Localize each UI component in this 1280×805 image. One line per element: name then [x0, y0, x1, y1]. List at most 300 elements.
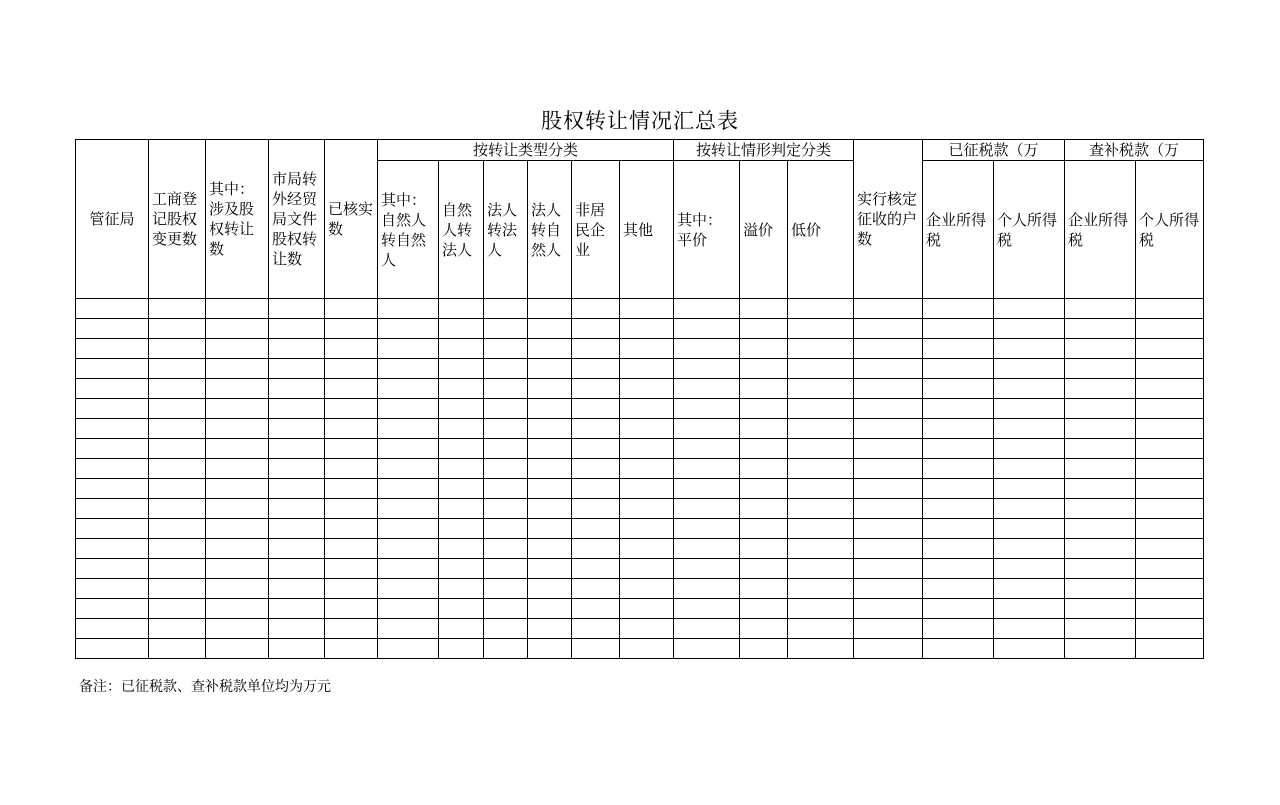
- table-cell[interactable]: [528, 419, 572, 439]
- table-cell[interactable]: [439, 499, 484, 519]
- table-cell[interactable]: [620, 339, 674, 359]
- table-cell[interactable]: [994, 419, 1065, 439]
- table-cell[interactable]: [994, 379, 1065, 399]
- table-cell[interactable]: [1136, 359, 1204, 379]
- table-cell[interactable]: [528, 579, 572, 599]
- table-cell[interactable]: [206, 539, 269, 559]
- table-cell[interactable]: [994, 439, 1065, 459]
- table-cell[interactable]: [439, 579, 484, 599]
- table-cell[interactable]: [788, 619, 854, 639]
- table-cell[interactable]: [484, 299, 528, 319]
- table-cell[interactable]: [149, 559, 206, 579]
- table-cell[interactable]: [325, 559, 378, 579]
- table-cell[interactable]: [484, 599, 528, 619]
- table-cell[interactable]: [269, 559, 325, 579]
- table-cell[interactable]: [1065, 439, 1136, 459]
- table-cell[interactable]: [1136, 379, 1204, 399]
- table-cell[interactable]: [269, 399, 325, 419]
- table-cell[interactable]: [854, 299, 923, 319]
- table-cell[interactable]: [76, 499, 149, 519]
- table-cell[interactable]: [854, 419, 923, 439]
- table-cell[interactable]: [923, 599, 994, 619]
- table-cell[interactable]: [528, 399, 572, 419]
- table-cell[interactable]: [206, 359, 269, 379]
- table-cell[interactable]: [994, 339, 1065, 359]
- table-cell[interactable]: [149, 319, 206, 339]
- table-cell[interactable]: [378, 399, 439, 419]
- table-cell[interactable]: [923, 619, 994, 639]
- table-cell[interactable]: [378, 499, 439, 519]
- table-cell[interactable]: [325, 439, 378, 459]
- table-cell[interactable]: [674, 639, 740, 659]
- table-cell[interactable]: [149, 439, 206, 459]
- table-cell[interactable]: [1136, 539, 1204, 559]
- table-cell[interactable]: [994, 319, 1065, 339]
- table-cell[interactable]: [788, 519, 854, 539]
- table-cell[interactable]: [1136, 519, 1204, 539]
- table-cell[interactable]: [269, 479, 325, 499]
- table-cell[interactable]: [439, 559, 484, 579]
- table-cell[interactable]: [484, 519, 528, 539]
- table-cell[interactable]: [149, 339, 206, 359]
- table-cell[interactable]: [572, 539, 620, 559]
- table-cell[interactable]: [76, 539, 149, 559]
- table-cell[interactable]: [1136, 479, 1204, 499]
- table-cell[interactable]: [484, 559, 528, 579]
- table-cell[interactable]: [325, 339, 378, 359]
- table-cell[interactable]: [620, 579, 674, 599]
- table-cell[interactable]: [269, 579, 325, 599]
- table-cell[interactable]: [620, 439, 674, 459]
- table-cell[interactable]: [76, 519, 149, 539]
- table-cell[interactable]: [788, 479, 854, 499]
- table-cell[interactable]: [484, 379, 528, 399]
- table-cell[interactable]: [674, 379, 740, 399]
- table-cell[interactable]: [149, 499, 206, 519]
- table-cell[interactable]: [788, 379, 854, 399]
- table-cell[interactable]: [206, 639, 269, 659]
- table-cell[interactable]: [854, 359, 923, 379]
- table-cell[interactable]: [854, 559, 923, 579]
- table-cell[interactable]: [1065, 479, 1136, 499]
- table-cell[interactable]: [439, 599, 484, 619]
- table-cell[interactable]: [620, 559, 674, 579]
- table-cell[interactable]: [149, 419, 206, 439]
- table-cell[interactable]: [572, 339, 620, 359]
- table-cell[interactable]: [269, 419, 325, 439]
- table-cell[interactable]: [76, 599, 149, 619]
- table-cell[interactable]: [528, 339, 572, 359]
- table-cell[interactable]: [1136, 459, 1204, 479]
- table-cell[interactable]: [740, 359, 788, 379]
- table-cell[interactable]: [378, 359, 439, 379]
- table-cell[interactable]: [206, 379, 269, 399]
- table-cell[interactable]: [674, 339, 740, 359]
- table-cell[interactable]: [439, 459, 484, 479]
- table-cell[interactable]: [269, 499, 325, 519]
- table-cell[interactable]: [378, 539, 439, 559]
- table-cell[interactable]: [269, 599, 325, 619]
- table-cell[interactable]: [76, 359, 149, 379]
- table-cell[interactable]: [76, 339, 149, 359]
- table-cell[interactable]: [788, 339, 854, 359]
- table-cell[interactable]: [149, 459, 206, 479]
- table-cell[interactable]: [484, 479, 528, 499]
- table-cell[interactable]: [206, 319, 269, 339]
- table-cell[interactable]: [674, 579, 740, 599]
- table-cell[interactable]: [325, 599, 378, 619]
- table-cell[interactable]: [620, 299, 674, 319]
- table-cell[interactable]: [76, 559, 149, 579]
- table-cell[interactable]: [854, 459, 923, 479]
- table-cell[interactable]: [206, 479, 269, 499]
- table-cell[interactable]: [1065, 639, 1136, 659]
- table-cell[interactable]: [1136, 599, 1204, 619]
- table-cell[interactable]: [149, 379, 206, 399]
- table-cell[interactable]: [788, 459, 854, 479]
- table-cell[interactable]: [674, 299, 740, 319]
- table-cell[interactable]: [206, 439, 269, 459]
- table-cell[interactable]: [528, 539, 572, 559]
- table-cell[interactable]: [269, 439, 325, 459]
- table-cell[interactable]: [484, 539, 528, 559]
- table-cell[interactable]: [1065, 339, 1136, 359]
- table-cell[interactable]: [994, 619, 1065, 639]
- table-cell[interactable]: [854, 579, 923, 599]
- table-cell[interactable]: [528, 499, 572, 519]
- table-cell[interactable]: [923, 479, 994, 499]
- table-cell[interactable]: [1065, 359, 1136, 379]
- table-cell[interactable]: [269, 639, 325, 659]
- table-cell[interactable]: [484, 419, 528, 439]
- table-cell[interactable]: [788, 639, 854, 659]
- table-cell[interactable]: [674, 599, 740, 619]
- table-cell[interactable]: [206, 559, 269, 579]
- table-cell[interactable]: [740, 459, 788, 479]
- table-cell[interactable]: [572, 599, 620, 619]
- table-cell[interactable]: [206, 399, 269, 419]
- table-cell[interactable]: [620, 599, 674, 619]
- table-cell[interactable]: [572, 499, 620, 519]
- table-cell[interactable]: [854, 539, 923, 559]
- table-cell[interactable]: [1136, 499, 1204, 519]
- table-cell[interactable]: [378, 559, 439, 579]
- table-cell[interactable]: [206, 599, 269, 619]
- table-cell[interactable]: [528, 299, 572, 319]
- table-cell[interactable]: [439, 479, 484, 499]
- table-cell[interactable]: [788, 499, 854, 519]
- table-cell[interactable]: [325, 619, 378, 639]
- table-cell[interactable]: [1065, 599, 1136, 619]
- table-cell[interactable]: [269, 299, 325, 319]
- table-cell[interactable]: [149, 579, 206, 599]
- table-cell[interactable]: [854, 619, 923, 639]
- table-cell[interactable]: [269, 519, 325, 539]
- table-cell[interactable]: [740, 519, 788, 539]
- table-cell[interactable]: [269, 359, 325, 379]
- table-cell[interactable]: [76, 639, 149, 659]
- table-cell[interactable]: [76, 619, 149, 639]
- table-cell[interactable]: [439, 519, 484, 539]
- table-cell[interactable]: [378, 599, 439, 619]
- table-cell[interactable]: [854, 599, 923, 619]
- table-cell[interactable]: [439, 299, 484, 319]
- table-cell[interactable]: [76, 579, 149, 599]
- table-cell[interactable]: [923, 359, 994, 379]
- table-cell[interactable]: [994, 359, 1065, 379]
- table-cell[interactable]: [620, 359, 674, 379]
- table-cell[interactable]: [206, 519, 269, 539]
- table-cell[interactable]: [854, 399, 923, 419]
- table-cell[interactable]: [528, 599, 572, 619]
- table-cell[interactable]: [439, 439, 484, 459]
- table-cell[interactable]: [923, 559, 994, 579]
- table-cell[interactable]: [378, 319, 439, 339]
- table-cell[interactable]: [923, 639, 994, 659]
- table-cell[interactable]: [528, 359, 572, 379]
- table-cell[interactable]: [572, 299, 620, 319]
- table-cell[interactable]: [484, 319, 528, 339]
- table-cell[interactable]: [206, 619, 269, 639]
- table-cell[interactable]: [206, 339, 269, 359]
- table-cell[interactable]: [620, 379, 674, 399]
- table-cell[interactable]: [325, 579, 378, 599]
- table-cell[interactable]: [994, 399, 1065, 419]
- table-cell[interactable]: [325, 479, 378, 499]
- table-cell[interactable]: [528, 319, 572, 339]
- table-cell[interactable]: [76, 439, 149, 459]
- table-cell[interactable]: [994, 539, 1065, 559]
- table-cell[interactable]: [994, 299, 1065, 319]
- table-cell[interactable]: [484, 459, 528, 479]
- table-cell[interactable]: [788, 299, 854, 319]
- table-cell[interactable]: [572, 439, 620, 459]
- table-cell[interactable]: [572, 319, 620, 339]
- table-cell[interactable]: [994, 499, 1065, 519]
- table-cell[interactable]: [1065, 619, 1136, 639]
- table-cell[interactable]: [1065, 579, 1136, 599]
- table-cell[interactable]: [854, 439, 923, 459]
- table-cell[interactable]: [378, 299, 439, 319]
- table-cell[interactable]: [1065, 519, 1136, 539]
- table-cell[interactable]: [1065, 539, 1136, 559]
- table-cell[interactable]: [740, 379, 788, 399]
- table-cell[interactable]: [378, 419, 439, 439]
- table-cell[interactable]: [674, 419, 740, 439]
- table-cell[interactable]: [378, 459, 439, 479]
- table-cell[interactable]: [439, 319, 484, 339]
- table-cell[interactable]: [674, 539, 740, 559]
- table-cell[interactable]: [439, 619, 484, 639]
- table-cell[interactable]: [620, 639, 674, 659]
- table-cell[interactable]: [740, 599, 788, 619]
- table-cell[interactable]: [572, 459, 620, 479]
- table-cell[interactable]: [378, 519, 439, 539]
- table-cell[interactable]: [439, 539, 484, 559]
- table-cell[interactable]: [620, 319, 674, 339]
- table-cell[interactable]: [994, 519, 1065, 539]
- table-cell[interactable]: [484, 339, 528, 359]
- table-cell[interactable]: [1065, 299, 1136, 319]
- table-cell[interactable]: [1065, 399, 1136, 419]
- table-cell[interactable]: [740, 299, 788, 319]
- table-cell[interactable]: [439, 379, 484, 399]
- table-cell[interactable]: [923, 459, 994, 479]
- table-cell[interactable]: [149, 299, 206, 319]
- table-cell[interactable]: [269, 459, 325, 479]
- table-cell[interactable]: [788, 599, 854, 619]
- table-cell[interactable]: [76, 299, 149, 319]
- table-cell[interactable]: [788, 319, 854, 339]
- table-cell[interactable]: [674, 619, 740, 639]
- table-cell[interactable]: [325, 539, 378, 559]
- table-cell[interactable]: [325, 359, 378, 379]
- table-cell[interactable]: [1136, 399, 1204, 419]
- table-cell[interactable]: [149, 479, 206, 499]
- table-cell[interactable]: [674, 479, 740, 499]
- table-cell[interactable]: [439, 359, 484, 379]
- table-cell[interactable]: [1065, 419, 1136, 439]
- table-cell[interactable]: [149, 539, 206, 559]
- table-cell[interactable]: [149, 599, 206, 619]
- table-cell[interactable]: [674, 399, 740, 419]
- table-cell[interactable]: [923, 519, 994, 539]
- table-cell[interactable]: [76, 479, 149, 499]
- table-cell[interactable]: [740, 439, 788, 459]
- table-cell[interactable]: [149, 619, 206, 639]
- table-cell[interactable]: [269, 619, 325, 639]
- table-cell[interactable]: [572, 399, 620, 419]
- table-cell[interactable]: [674, 559, 740, 579]
- table-cell[interactable]: [269, 379, 325, 399]
- table-cell[interactable]: [572, 479, 620, 499]
- table-cell[interactable]: [484, 439, 528, 459]
- table-cell[interactable]: [740, 539, 788, 559]
- table-cell[interactable]: [378, 339, 439, 359]
- table-cell[interactable]: [572, 579, 620, 599]
- table-cell[interactable]: [740, 619, 788, 639]
- table-cell[interactable]: [206, 299, 269, 319]
- table-cell[interactable]: [325, 519, 378, 539]
- table-cell[interactable]: [206, 499, 269, 519]
- table-cell[interactable]: [1136, 319, 1204, 339]
- table-cell[interactable]: [923, 339, 994, 359]
- table-cell[interactable]: [528, 639, 572, 659]
- table-cell[interactable]: [854, 319, 923, 339]
- table-cell[interactable]: [854, 339, 923, 359]
- table-cell[interactable]: [620, 619, 674, 639]
- table-cell[interactable]: [1136, 639, 1204, 659]
- table-cell[interactable]: [378, 579, 439, 599]
- table-cell[interactable]: [1136, 579, 1204, 599]
- table-cell[interactable]: [788, 359, 854, 379]
- table-cell[interactable]: [325, 319, 378, 339]
- table-cell[interactable]: [572, 359, 620, 379]
- table-cell[interactable]: [923, 539, 994, 559]
- table-cell[interactable]: [206, 579, 269, 599]
- table-cell[interactable]: [854, 479, 923, 499]
- table-cell[interactable]: [620, 499, 674, 519]
- table-cell[interactable]: [484, 499, 528, 519]
- table-cell[interactable]: [620, 459, 674, 479]
- table-cell[interactable]: [528, 459, 572, 479]
- table-cell[interactable]: [484, 619, 528, 639]
- table-cell[interactable]: [854, 639, 923, 659]
- table-cell[interactable]: [994, 559, 1065, 579]
- table-cell[interactable]: [439, 419, 484, 439]
- table-cell[interactable]: [923, 379, 994, 399]
- table-cell[interactable]: [923, 579, 994, 599]
- table-cell[interactable]: [740, 339, 788, 359]
- table-cell[interactable]: [788, 399, 854, 419]
- table-cell[interactable]: [269, 339, 325, 359]
- table-cell[interactable]: [923, 319, 994, 339]
- table-cell[interactable]: [76, 399, 149, 419]
- table-cell[interactable]: [923, 499, 994, 519]
- table-cell[interactable]: [528, 519, 572, 539]
- table-cell[interactable]: [620, 519, 674, 539]
- table-cell[interactable]: [1065, 319, 1136, 339]
- table-cell[interactable]: [674, 359, 740, 379]
- table-cell[interactable]: [788, 579, 854, 599]
- table-cell[interactable]: [740, 419, 788, 439]
- table-cell[interactable]: [620, 399, 674, 419]
- table-cell[interactable]: [788, 419, 854, 439]
- table-cell[interactable]: [528, 379, 572, 399]
- table-cell[interactable]: [269, 539, 325, 559]
- table-cell[interactable]: [620, 479, 674, 499]
- table-cell[interactable]: [994, 579, 1065, 599]
- table-cell[interactable]: [325, 639, 378, 659]
- table-cell[interactable]: [854, 379, 923, 399]
- table-cell[interactable]: [439, 339, 484, 359]
- table-cell[interactable]: [325, 459, 378, 479]
- table-cell[interactable]: [994, 479, 1065, 499]
- table-cell[interactable]: [788, 559, 854, 579]
- table-cell[interactable]: [325, 399, 378, 419]
- table-cell[interactable]: [788, 439, 854, 459]
- table-cell[interactable]: [674, 319, 740, 339]
- table-cell[interactable]: [76, 379, 149, 399]
- table-cell[interactable]: [378, 479, 439, 499]
- table-cell[interactable]: [325, 499, 378, 519]
- table-cell[interactable]: [740, 559, 788, 579]
- table-cell[interactable]: [740, 479, 788, 499]
- table-cell[interactable]: [923, 419, 994, 439]
- table-cell[interactable]: [1065, 499, 1136, 519]
- table-cell[interactable]: [484, 639, 528, 659]
- table-cell[interactable]: [206, 459, 269, 479]
- table-cell[interactable]: [484, 359, 528, 379]
- table-cell[interactable]: [76, 459, 149, 479]
- table-cell[interactable]: [149, 399, 206, 419]
- table-cell[interactable]: [674, 459, 740, 479]
- table-cell[interactable]: [76, 319, 149, 339]
- table-cell[interactable]: [740, 319, 788, 339]
- table-cell[interactable]: [572, 559, 620, 579]
- table-cell[interactable]: [325, 379, 378, 399]
- table-cell[interactable]: [1065, 559, 1136, 579]
- table-cell[interactable]: [572, 519, 620, 539]
- table-cell[interactable]: [528, 439, 572, 459]
- table-cell[interactable]: [439, 639, 484, 659]
- table-cell[interactable]: [1136, 299, 1204, 319]
- table-cell[interactable]: [439, 399, 484, 419]
- table-cell[interactable]: [572, 639, 620, 659]
- table-cell[interactable]: [572, 619, 620, 639]
- table-cell[interactable]: [484, 579, 528, 599]
- table-cell[interactable]: [994, 599, 1065, 619]
